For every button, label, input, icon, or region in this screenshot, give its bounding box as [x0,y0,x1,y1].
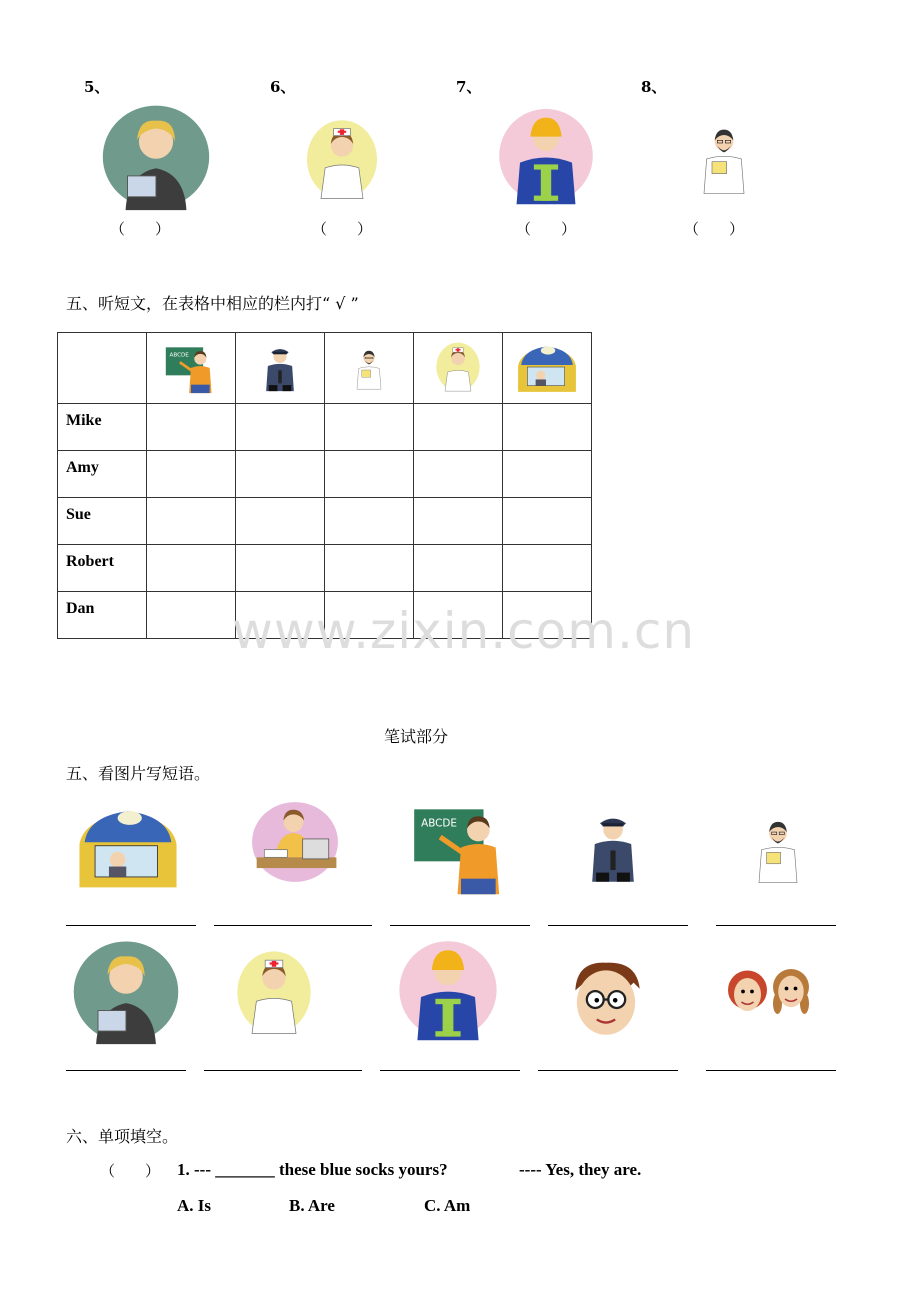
check-cell[interactable] [325,451,414,498]
check-cell[interactable] [503,545,592,592]
check-cell[interactable] [414,545,503,592]
table-header-driver [503,333,592,404]
section-heading-listening-table: 五、听短文，在表格中相应的栏内打“ √ ” [66,294,359,313]
check-cell[interactable] [236,498,325,545]
check-cell[interactable] [414,451,503,498]
row-name-amy: Amy [58,451,147,498]
check-cell[interactable] [414,404,503,451]
watermark: www.zixin.com.cn [232,602,696,660]
nurse-icon [230,932,318,1050]
check-cell[interactable] [414,498,503,545]
businesswoman-icon [68,934,184,1046]
row-name-dan: Dan [58,592,147,639]
check-cell[interactable] [147,451,236,498]
office-worker-icon [236,796,354,888]
table-row [58,545,592,592]
check-cell[interactable] [236,451,325,498]
item-number-7: 7、 [456,78,482,96]
check-cell[interactable] [325,404,414,451]
table-header-policeman [236,333,325,404]
answer-blank-5[interactable]: （ ） [110,220,171,238]
check-cell[interactable] [503,498,592,545]
phrase-blank-7[interactable] [204,1070,362,1071]
item-number-8: 8、 [641,78,667,96]
businesswoman-icon [98,98,214,212]
option-c[interactable]: C. Am [424,1196,471,1215]
table-header-doctor [325,333,414,404]
nurse-icon [300,98,384,218]
check-cell[interactable] [503,404,592,451]
written-part-title: 笔试部分 [384,727,449,746]
check-cell[interactable] [147,545,236,592]
phrase-blank-5[interactable] [716,925,836,926]
table-header-nurse [414,333,503,404]
check-cell[interactable] [147,498,236,545]
check-cell[interactable] [503,451,592,498]
check-cell[interactable] [147,592,236,639]
table-header-teacher [147,333,236,404]
item-number-6: 6、 [270,78,296,96]
teacher-icon [404,792,518,896]
doctor-icon [684,100,764,210]
option-a[interactable]: A. Is [177,1196,212,1215]
table-row [58,498,592,545]
worker-icon [394,932,502,1044]
nurse-icon [432,333,484,399]
doctor-icon [345,333,393,399]
driver-icon [514,335,580,397]
driver-icon [66,792,190,896]
phrase-blank-6[interactable] [66,1070,186,1071]
table-corner-cell [58,333,147,404]
phrase-blank-9[interactable] [538,1070,678,1071]
answer-blank-7[interactable]: （ ） [516,220,577,238]
phrase-blank-2[interactable] [214,925,372,926]
check-cell[interactable] [236,404,325,451]
question-1-text: 1. --- _______ these blue socks yours? [177,1160,448,1179]
table-row [58,451,592,498]
policeman-icon [254,334,306,398]
girls-icon [706,948,834,1038]
phrase-blank-1[interactable] [66,925,196,926]
boy-icon [556,952,656,1044]
answer-blank-6[interactable]: （ ） [312,220,373,238]
row-name-mike: Mike [58,404,147,451]
phrase-blank-4[interactable] [548,925,688,926]
answer-blank-q1[interactable]: （ ） [100,1162,161,1180]
check-cell[interactable] [147,404,236,451]
checkmark-table [57,332,592,639]
option-b[interactable]: B. Are [289,1196,335,1215]
phrase-blank-10[interactable] [706,1070,836,1071]
check-cell[interactable] [325,498,414,545]
answer-blank-8[interactable]: （ ） [684,220,745,238]
teacher-icon [161,338,221,394]
question-1-reply: ---- Yes, they are. [519,1160,642,1179]
phrase-blank-8[interactable] [380,1070,520,1071]
row-name-sue: Sue [58,498,147,545]
item-number-5: 5、 [84,78,110,96]
worker-icon [494,98,598,210]
phrase-blank-3[interactable] [390,925,530,926]
check-cell[interactable] [236,545,325,592]
table-row [58,404,592,451]
section-heading-write-phrases: 五、看图片写短语。 [66,764,211,783]
doctor-icon [740,794,816,898]
section-heading-single-choice: 六、单项填空。 [66,1127,179,1146]
policeman-icon [574,792,652,896]
row-name-robert: Robert [58,545,147,592]
check-cell[interactable] [325,545,414,592]
